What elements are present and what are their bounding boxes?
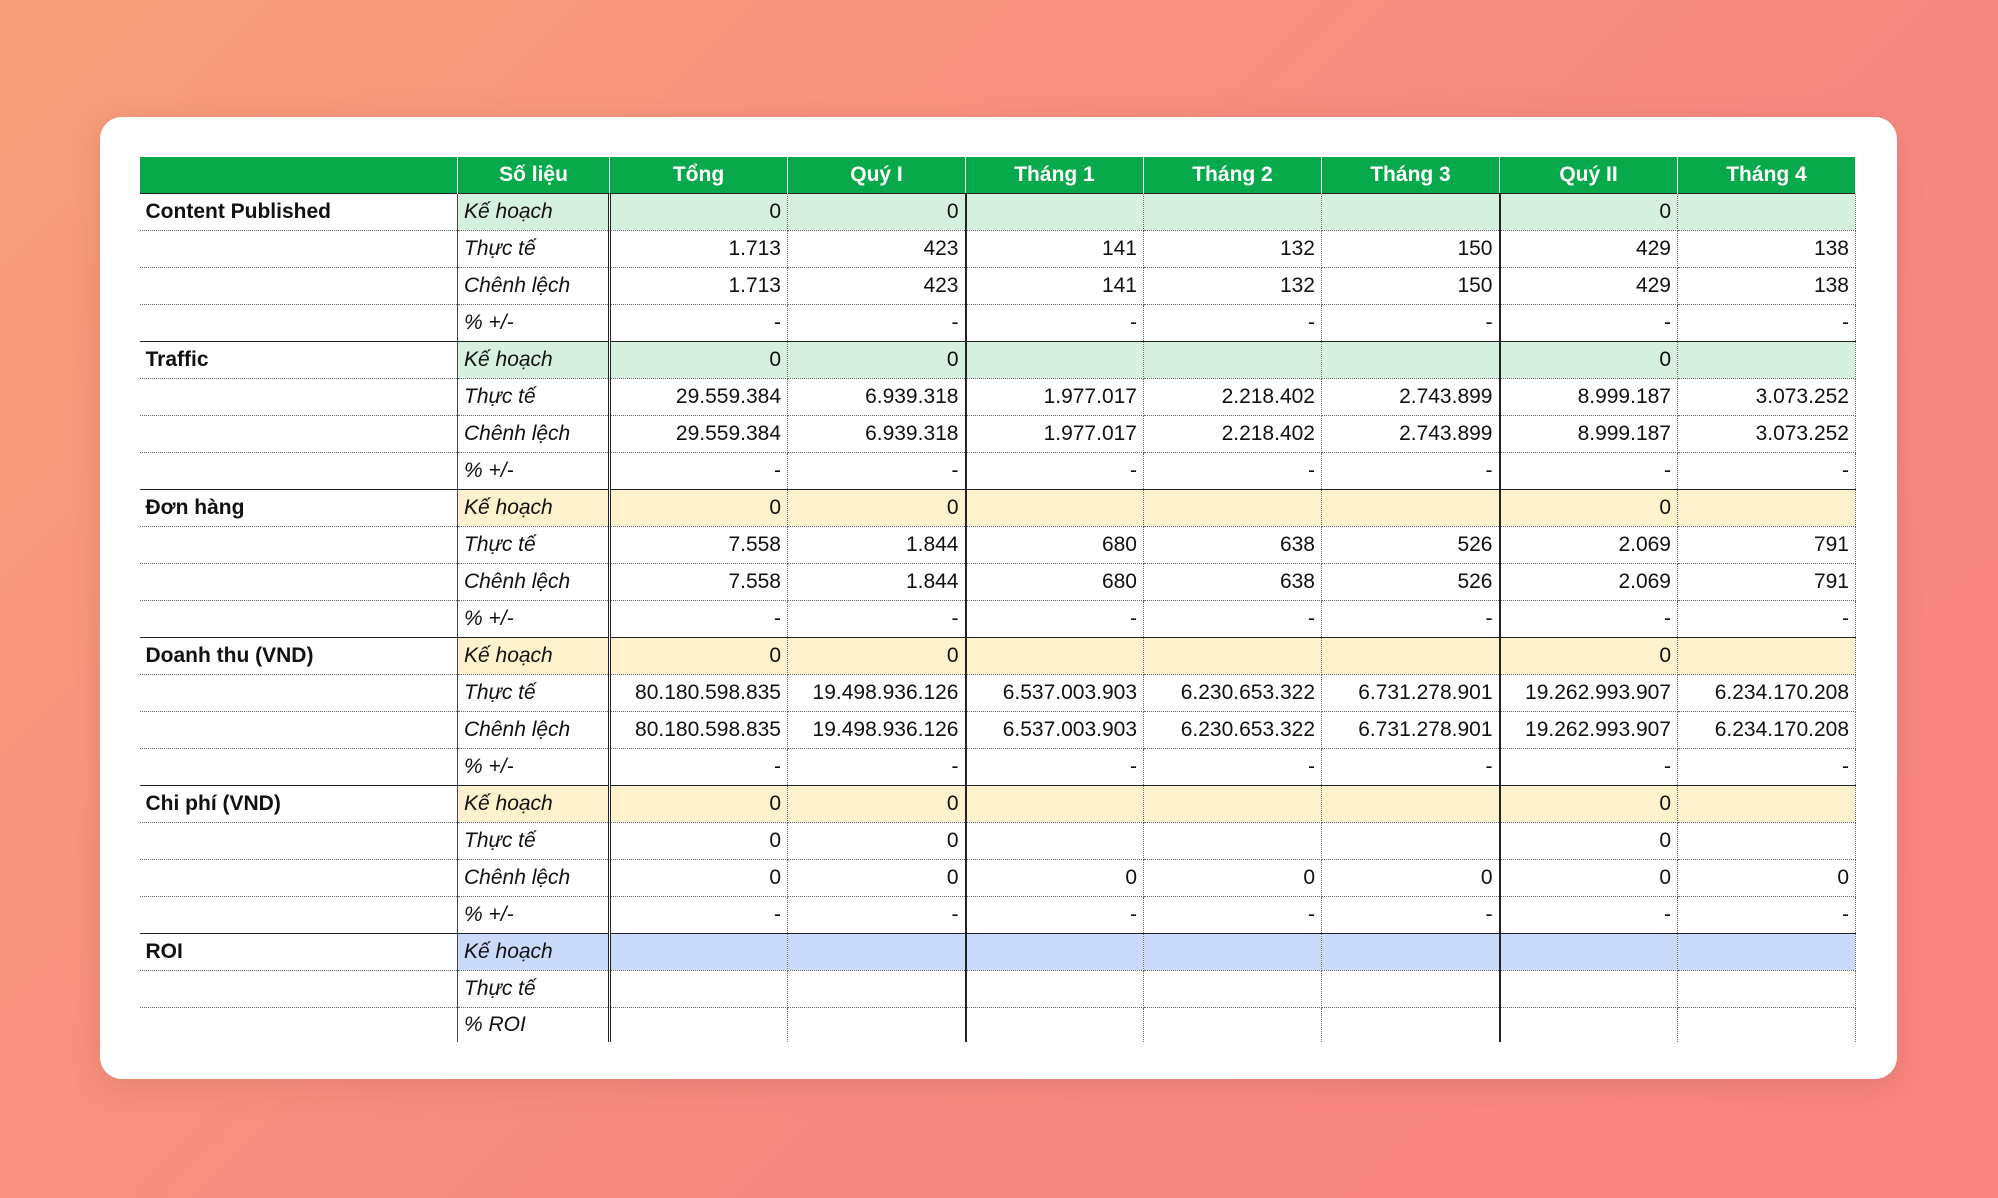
value-cell[interactable]: - — [1144, 305, 1322, 342]
row-kind-cell[interactable]: Chênh lệch — [458, 860, 610, 897]
value-cell[interactable]: 0 — [610, 823, 788, 860]
value-cell[interactable]: - — [1678, 897, 1856, 934]
value-cell[interactable]: - — [610, 601, 788, 638]
value-cell[interactable]: - — [788, 305, 966, 342]
value-cell[interactable]: 0 — [1500, 786, 1678, 823]
value-cell[interactable]: 2.218.402 — [1144, 416, 1322, 453]
value-cell[interactable] — [1500, 1008, 1678, 1043]
table-row — [140, 823, 1856, 860]
table-row — [140, 379, 1856, 416]
header-cell-thang-3[interactable]: Tháng 3 — [1322, 157, 1500, 194]
table-row — [140, 638, 1856, 675]
row-kind-cell[interactable]: Chênh lệch — [458, 712, 610, 749]
value-cell[interactable]: 0 — [788, 823, 966, 860]
table-row — [140, 305, 1856, 342]
value-cell[interactable] — [610, 1008, 788, 1043]
value-cell[interactable] — [1678, 934, 1856, 971]
value-cell[interactable]: 638 — [1144, 527, 1322, 564]
row-kind-cell[interactable]: % +/- — [458, 749, 610, 786]
value-cell[interactable] — [1144, 823, 1322, 860]
value-cell[interactable] — [610, 971, 788, 1008]
value-cell[interactable] — [966, 342, 1144, 379]
value-cell[interactable] — [1678, 971, 1856, 1008]
header-row — [140, 157, 1856, 194]
value-cell[interactable]: 526 — [1322, 564, 1500, 601]
metric-label-cell[interactable] — [140, 231, 458, 268]
value-cell[interactable]: 8.999.187 — [1500, 379, 1678, 416]
value-cell[interactable]: - — [1322, 749, 1500, 786]
table-row — [140, 971, 1856, 1008]
value-cell[interactable] — [966, 638, 1144, 675]
value-cell[interactable]: 0 — [788, 194, 966, 231]
value-cell[interactable]: - — [1678, 305, 1856, 342]
row-kind-cell[interactable]: % +/- — [458, 897, 610, 934]
value-cell[interactable] — [1678, 638, 1856, 675]
value-cell[interactable] — [966, 934, 1144, 971]
value-cell[interactable] — [788, 971, 966, 1008]
value-cell[interactable]: - — [1678, 601, 1856, 638]
value-cell[interactable]: 138 — [1678, 268, 1856, 305]
value-cell[interactable]: 0 — [1500, 342, 1678, 379]
value-cell[interactable]: - — [966, 305, 1144, 342]
value-cell[interactable]: 0 — [1500, 194, 1678, 231]
value-cell[interactable] — [1144, 1008, 1322, 1043]
value-cell[interactable]: 429 — [1500, 231, 1678, 268]
metric-label-cell[interactable] — [140, 453, 458, 490]
value-cell[interactable]: - — [788, 897, 966, 934]
header-cell-thang-2[interactable]: Tháng 2 — [1144, 157, 1322, 194]
value-cell[interactable]: 6.234.170.208 — [1678, 712, 1856, 749]
value-cell[interactable]: - — [1144, 601, 1322, 638]
metric-label-cell[interactable] — [140, 897, 458, 934]
value-cell[interactable] — [1144, 490, 1322, 527]
value-cell[interactable]: 6.230.653.322 — [1144, 675, 1322, 712]
value-cell[interactable]: 2.069 — [1500, 527, 1678, 564]
table-row — [140, 860, 1856, 897]
value-cell[interactable]: 6.731.278.901 — [1322, 675, 1500, 712]
metric-label-cell[interactable] — [140, 823, 458, 860]
table-row — [140, 601, 1856, 638]
value-cell[interactable]: - — [1500, 897, 1678, 934]
value-cell[interactable] — [1144, 934, 1322, 971]
value-cell[interactable]: 791 — [1678, 564, 1856, 601]
table-row — [140, 416, 1856, 453]
value-cell[interactable] — [1144, 638, 1322, 675]
value-cell[interactable]: 7.558 — [610, 564, 788, 601]
metric-label-cell[interactable] — [140, 305, 458, 342]
value-cell[interactable] — [1144, 342, 1322, 379]
value-cell[interactable]: 423 — [788, 231, 966, 268]
value-cell[interactable]: 19.262.993.907 — [1500, 675, 1678, 712]
header-cell-quy-2[interactable]: Quý II — [1500, 157, 1678, 194]
value-cell[interactable]: 0 — [610, 194, 788, 231]
row-kind-cell[interactable]: Kế hoạch — [458, 194, 610, 231]
value-cell[interactable]: 0 — [788, 786, 966, 823]
table-row — [140, 527, 1856, 564]
value-cell[interactable]: 0 — [610, 342, 788, 379]
kpi-table — [139, 156, 1856, 1042]
table-row — [140, 194, 1856, 231]
value-cell[interactable]: 1.713 — [610, 231, 788, 268]
value-cell[interactable]: - — [788, 749, 966, 786]
value-cell[interactable]: 3.073.252 — [1678, 416, 1856, 453]
row-kind-cell[interactable]: Thực tế — [458, 527, 610, 564]
value-cell[interactable]: - — [610, 897, 788, 934]
value-cell[interactable]: 1.844 — [788, 564, 966, 601]
value-cell[interactable]: - — [966, 601, 1144, 638]
value-cell[interactable]: - — [1500, 305, 1678, 342]
value-cell[interactable]: 526 — [1322, 527, 1500, 564]
value-cell[interactable] — [1322, 638, 1500, 675]
value-cell[interactable]: 132 — [1144, 231, 1322, 268]
table-row — [140, 749, 1856, 786]
value-cell[interactable] — [1144, 194, 1322, 231]
table-row — [140, 453, 1856, 490]
value-cell[interactable]: 6.939.318 — [788, 416, 966, 453]
value-cell[interactable] — [610, 934, 788, 971]
value-cell[interactable]: - — [1500, 601, 1678, 638]
table-row — [140, 564, 1856, 601]
value-cell[interactable]: 141 — [966, 268, 1144, 305]
value-cell[interactable]: - — [1144, 749, 1322, 786]
value-cell[interactable]: 1.713 — [610, 268, 788, 305]
row-kind-cell[interactable]: Kế hoạch — [458, 490, 610, 527]
row-kind-cell[interactable]: Chênh lệch — [458, 416, 610, 453]
header-cell-thang-4[interactable]: Tháng 4 — [1678, 157, 1856, 194]
value-cell[interactable]: 0 — [1500, 823, 1678, 860]
value-cell[interactable]: 138 — [1678, 231, 1856, 268]
value-cell[interactable] — [1322, 1008, 1500, 1043]
value-cell[interactable] — [1144, 786, 1322, 823]
row-kind-cell[interactable]: Thực tế — [458, 231, 610, 268]
value-cell[interactable] — [788, 934, 966, 971]
value-cell[interactable]: - — [610, 749, 788, 786]
value-cell[interactable]: - — [610, 453, 788, 490]
row-kind-cell[interactable]: Thực tế — [458, 971, 610, 1008]
value-cell[interactable]: 1.977.017 — [966, 379, 1144, 416]
row-kind-cell[interactable]: % +/- — [458, 601, 610, 638]
value-cell[interactable] — [1322, 786, 1500, 823]
value-cell[interactable]: - — [1678, 749, 1856, 786]
header-cell-so-lieu[interactable]: Số liệu — [458, 157, 610, 194]
value-cell[interactable]: 2.218.402 — [1144, 379, 1322, 416]
row-kind-cell[interactable]: Kế hoạch — [458, 786, 610, 823]
metric-label-cell[interactable] — [140, 749, 458, 786]
value-cell[interactable]: - — [788, 453, 966, 490]
value-cell[interactable]: 141 — [966, 231, 1144, 268]
row-kind-cell[interactable]: % +/- — [458, 305, 610, 342]
value-cell[interactable]: 29.559.384 — [610, 379, 788, 416]
value-cell[interactable]: - — [1144, 453, 1322, 490]
value-cell[interactable]: 3.073.252 — [1678, 379, 1856, 416]
value-cell[interactable] — [1678, 786, 1856, 823]
metric-label-cell[interactable]: Doanh thu (VND) — [140, 638, 458, 675]
value-cell[interactable] — [1500, 934, 1678, 971]
table-row — [140, 934, 1856, 971]
value-cell[interactable]: - — [1678, 453, 1856, 490]
value-cell[interactable]: 6.939.318 — [788, 379, 966, 416]
header-cell-thang-1[interactable]: Tháng 1 — [966, 157, 1144, 194]
value-cell[interactable]: 6.731.278.901 — [1322, 712, 1500, 749]
value-cell[interactable]: 19.498.936.126 — [788, 675, 966, 712]
header-cell-tong[interactable]: Tổng — [610, 157, 788, 194]
value-cell[interactable]: 80.180.598.835 — [610, 675, 788, 712]
value-cell[interactable]: 0 — [788, 490, 966, 527]
metric-label-cell[interactable] — [140, 601, 458, 638]
value-cell[interactable]: 19.498.936.126 — [788, 712, 966, 749]
row-kind-cell[interactable]: % +/- — [458, 453, 610, 490]
value-cell[interactable] — [1678, 823, 1856, 860]
value-cell[interactable] — [1678, 194, 1856, 231]
spreadsheet-card — [100, 117, 1897, 1079]
metric-label-cell[interactable] — [140, 712, 458, 749]
value-cell[interactable] — [1678, 490, 1856, 527]
row-kind-cell[interactable]: Thực tế — [458, 379, 610, 416]
metric-label-cell[interactable] — [140, 564, 458, 601]
value-cell[interactable]: 19.262.993.907 — [1500, 712, 1678, 749]
value-cell[interactable]: 0 — [1322, 860, 1500, 897]
value-cell[interactable]: 791 — [1678, 527, 1856, 564]
row-kind-cell[interactable]: Chênh lệch — [458, 564, 610, 601]
value-cell[interactable] — [1322, 342, 1500, 379]
value-cell[interactable]: 429 — [1500, 268, 1678, 305]
value-cell[interactable]: - — [1322, 601, 1500, 638]
table-row — [140, 231, 1856, 268]
value-cell[interactable]: 0 — [1144, 860, 1322, 897]
header-cell-metric[interactable] — [140, 157, 458, 194]
value-cell[interactable]: - — [1322, 897, 1500, 934]
value-cell[interactable]: 150 — [1322, 268, 1500, 305]
value-cell[interactable] — [966, 490, 1144, 527]
value-cell[interactable]: - — [966, 453, 1144, 490]
value-cell[interactable]: 0 — [610, 490, 788, 527]
header-cell-quy-1[interactable]: Quý I — [788, 157, 966, 194]
value-cell[interactable]: 0 — [788, 342, 966, 379]
metric-label-cell[interactable]: Đơn hàng — [140, 490, 458, 527]
value-cell[interactable]: 0 — [610, 860, 788, 897]
metric-label-cell[interactable] — [140, 860, 458, 897]
value-cell[interactable] — [1322, 971, 1500, 1008]
value-cell[interactable]: 132 — [1144, 268, 1322, 305]
value-cell[interactable]: 80.180.598.835 — [610, 712, 788, 749]
value-cell[interactable]: 0 — [788, 638, 966, 675]
table-row — [140, 342, 1856, 379]
value-cell[interactable]: - — [1500, 749, 1678, 786]
value-cell[interactable]: - — [1500, 453, 1678, 490]
table-body — [140, 194, 1856, 1043]
value-cell[interactable]: 2.743.899 — [1322, 379, 1500, 416]
row-kind-cell[interactable]: Thực tế — [458, 823, 610, 860]
row-kind-cell[interactable]: Kế hoạch — [458, 934, 610, 971]
kpi-sheet — [139, 156, 1856, 1042]
value-cell[interactable] — [1144, 971, 1322, 1008]
table-row — [140, 490, 1856, 527]
value-cell[interactable]: 0 — [1500, 490, 1678, 527]
metric-label-cell[interactable]: Chi phí (VND) — [140, 786, 458, 823]
value-cell[interactable]: - — [1322, 453, 1500, 490]
row-kind-cell[interactable]: % ROI — [458, 1008, 610, 1043]
value-cell[interactable]: 0 — [788, 860, 966, 897]
metric-label-cell[interactable]: ROI — [140, 934, 458, 971]
row-kind-cell[interactable]: Chênh lệch — [458, 268, 610, 305]
value-cell[interactable]: - — [610, 305, 788, 342]
value-cell[interactable]: 29.559.384 — [610, 416, 788, 453]
value-cell[interactable] — [1678, 1008, 1856, 1043]
value-cell[interactable]: - — [788, 601, 966, 638]
value-cell[interactable]: - — [966, 897, 1144, 934]
metric-label-cell[interactable] — [140, 675, 458, 712]
value-cell[interactable]: 6.537.003.903 — [966, 712, 1144, 749]
value-cell[interactable] — [788, 1008, 966, 1043]
metric-label-cell[interactable] — [140, 1008, 458, 1043]
table-row — [140, 1008, 1856, 1043]
value-cell[interactable]: 0 — [1678, 860, 1856, 897]
row-kind-cell[interactable]: Thực tế — [458, 675, 610, 712]
metric-label-cell[interactable] — [140, 416, 458, 453]
value-cell[interactable]: - — [966, 749, 1144, 786]
value-cell[interactable]: 6.234.170.208 — [1678, 675, 1856, 712]
value-cell[interactable]: 0 — [610, 638, 788, 675]
value-cell[interactable]: 6.230.653.322 — [1144, 712, 1322, 749]
value-cell[interactable] — [966, 1008, 1144, 1043]
value-cell[interactable]: 2.069 — [1500, 564, 1678, 601]
value-cell[interactable] — [1322, 823, 1500, 860]
value-cell[interactable]: 0 — [610, 786, 788, 823]
value-cell[interactable]: - — [1322, 305, 1500, 342]
value-cell[interactable] — [966, 971, 1144, 1008]
metric-label-cell[interactable] — [140, 527, 458, 564]
value-cell[interactable] — [1322, 490, 1500, 527]
table-row — [140, 712, 1856, 749]
metric-label-cell[interactable]: Traffic — [140, 342, 458, 379]
value-cell[interactable]: 0 — [1500, 860, 1678, 897]
value-cell[interactable]: 8.999.187 — [1500, 416, 1678, 453]
value-cell[interactable]: 2.743.899 — [1322, 416, 1500, 453]
value-cell[interactable]: 7.558 — [610, 527, 788, 564]
value-cell[interactable]: 150 — [1322, 231, 1500, 268]
value-cell[interactable]: 680 — [966, 527, 1144, 564]
value-cell[interactable]: 0 — [1500, 638, 1678, 675]
metric-label-cell[interactable] — [140, 379, 458, 416]
value-cell[interactable]: 1.977.017 — [966, 416, 1144, 453]
value-cell[interactable]: 638 — [1144, 564, 1322, 601]
value-cell[interactable] — [966, 823, 1144, 860]
table-row — [140, 268, 1856, 305]
value-cell[interactable]: 680 — [966, 564, 1144, 601]
value-cell[interactable]: 1.844 — [788, 527, 966, 564]
table-row — [140, 897, 1856, 934]
value-cell[interactable]: 6.537.003.903 — [966, 675, 1144, 712]
value-cell[interactable] — [966, 786, 1144, 823]
row-kind-cell[interactable]: Kế hoạch — [458, 342, 610, 379]
value-cell[interactable] — [1500, 971, 1678, 1008]
metric-label-cell[interactable]: Content Published — [140, 194, 458, 231]
value-cell[interactable] — [1322, 194, 1500, 231]
value-cell[interactable]: 423 — [788, 268, 966, 305]
value-cell[interactable] — [966, 194, 1144, 231]
row-kind-cell[interactable]: Kế hoạch — [458, 638, 610, 675]
metric-label-cell[interactable] — [140, 268, 458, 305]
metric-label-cell[interactable] — [140, 971, 458, 1008]
value-cell[interactable]: - — [1144, 897, 1322, 934]
value-cell[interactable]: 0 — [966, 860, 1144, 897]
table-row — [140, 675, 1856, 712]
value-cell[interactable] — [1678, 342, 1856, 379]
value-cell[interactable] — [1322, 934, 1500, 971]
table-row — [140, 786, 1856, 823]
